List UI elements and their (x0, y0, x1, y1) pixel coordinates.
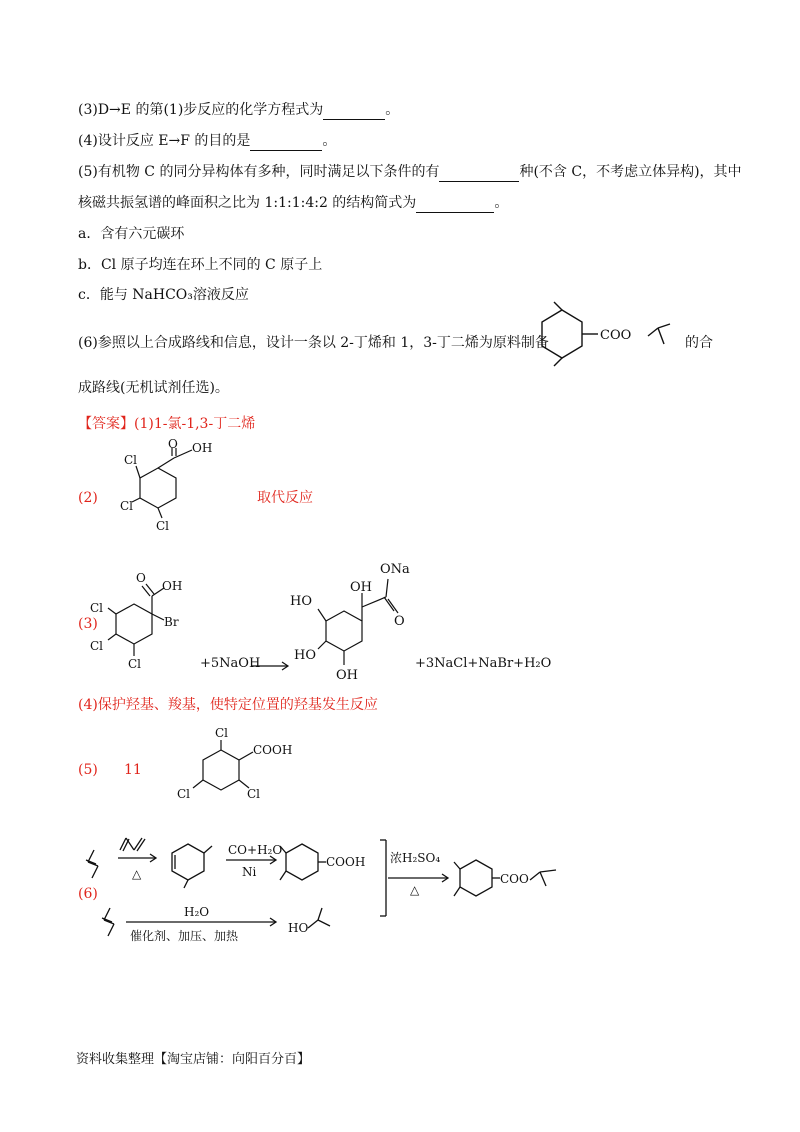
condition-b: b．Cl 原子均连在环上不同的 C 原子上 (78, 257, 323, 273)
atom-label: Cl (124, 453, 138, 467)
atom-label: O (394, 614, 405, 629)
answer-blank (250, 136, 322, 151)
condition-h2o: H₂O (184, 905, 210, 919)
question-6: (6)参照以上合成路线和信息，设计一条以 2-丁烯和 1，3-丁二烯为原料制备 (78, 335, 549, 351)
condition-c: c．能与 NaHCO₃溶液反应 (78, 287, 249, 303)
atom-label: Cl (215, 726, 229, 740)
atom-label: COOH (253, 743, 293, 757)
answer-6-label: (6) (78, 886, 98, 902)
condition-h2so4: 浓H₂SO₄ (390, 851, 441, 865)
footer-text: 资料收集整理【淘宝店铺：向阳百分百】 (76, 1052, 311, 1067)
answer-3-products: +3NaCl+NaBr+H₂O (415, 656, 552, 671)
atom-label: Br (164, 615, 179, 629)
answer-3-reactant (90, 568, 200, 676)
condition-a: a．含有六元碳环 (78, 226, 185, 242)
atom-label: OH (336, 668, 358, 683)
answer-4: (4)保护羟基、羧基，使特定位置的羟基发生反应 (78, 697, 378, 713)
question-4: (4)设计反应 E→F 的目的是 。 (78, 133, 337, 149)
atom-label: O (136, 571, 146, 585)
condition-co-h2o: CO+H₂O (228, 843, 283, 857)
atom-label: Cl (90, 601, 104, 615)
alcohol-label: HO (288, 921, 309, 935)
answer-1: 【答案】(1)1-氯-1,3-丁二烯 (78, 416, 256, 432)
atom-label: Cl (247, 787, 261, 801)
answer-blank (416, 198, 494, 213)
answer-blank (323, 105, 385, 120)
condition-catalyst: 催化剂、加压、加热 (130, 929, 239, 943)
question-5-line2: 核磁共振氢谱的峰面积之比为 1:1:1:4:2 的结构简式为 。 (78, 195, 509, 211)
ester-label: COO (500, 872, 529, 886)
answer-5-label: (5) (78, 762, 98, 778)
answer-3-reagent: +5NaOH (200, 656, 261, 671)
answer-5-count: 11 (124, 762, 142, 778)
atom-label: Cl (128, 657, 142, 671)
ester-label: COO (600, 328, 632, 343)
atom-label: HO (290, 594, 312, 609)
answer-2-type: 取代反应 (257, 490, 313, 506)
atom-label: O (168, 437, 178, 451)
atom-label: Cl (156, 519, 170, 533)
condition-heat: △ (132, 867, 142, 881)
answer-blank (439, 167, 519, 182)
question-6-after: 的合 (685, 335, 713, 351)
reaction-arrow (252, 662, 292, 672)
condition-ni: Ni (242, 865, 257, 879)
answer-3-product (290, 555, 420, 685)
atom-label: Cl (90, 639, 104, 653)
atom-label: OH (162, 579, 183, 593)
acid-label: COOH (326, 855, 366, 869)
atom-label: OH (350, 580, 372, 595)
atom-label: Cl (177, 787, 191, 801)
synthesis-route (80, 820, 580, 950)
question-3: (3)D→E 的第(1)步反应的化学方程式为 。 (78, 102, 400, 118)
condition-heat: △ (410, 883, 420, 897)
atom-label: Cl (120, 499, 134, 513)
answer-2-structure (110, 437, 240, 536)
atom-label: OH (192, 441, 213, 455)
answer-5-structure (175, 722, 305, 802)
answer-2-label: (2) (78, 490, 98, 506)
answer-3-label: (3) (78, 616, 98, 632)
atom-label: ONa (380, 562, 410, 577)
question-6-line2: 成路线(无机试剂任选)。 (78, 380, 229, 396)
question-5: (5)有机物 C 的同分异构体有多种，同时满足以下条件的有 种(不含 C，不考虑立体异构)，其中 (78, 164, 742, 180)
atom-label: HO (294, 648, 316, 663)
target-ester-structure (540, 300, 700, 370)
